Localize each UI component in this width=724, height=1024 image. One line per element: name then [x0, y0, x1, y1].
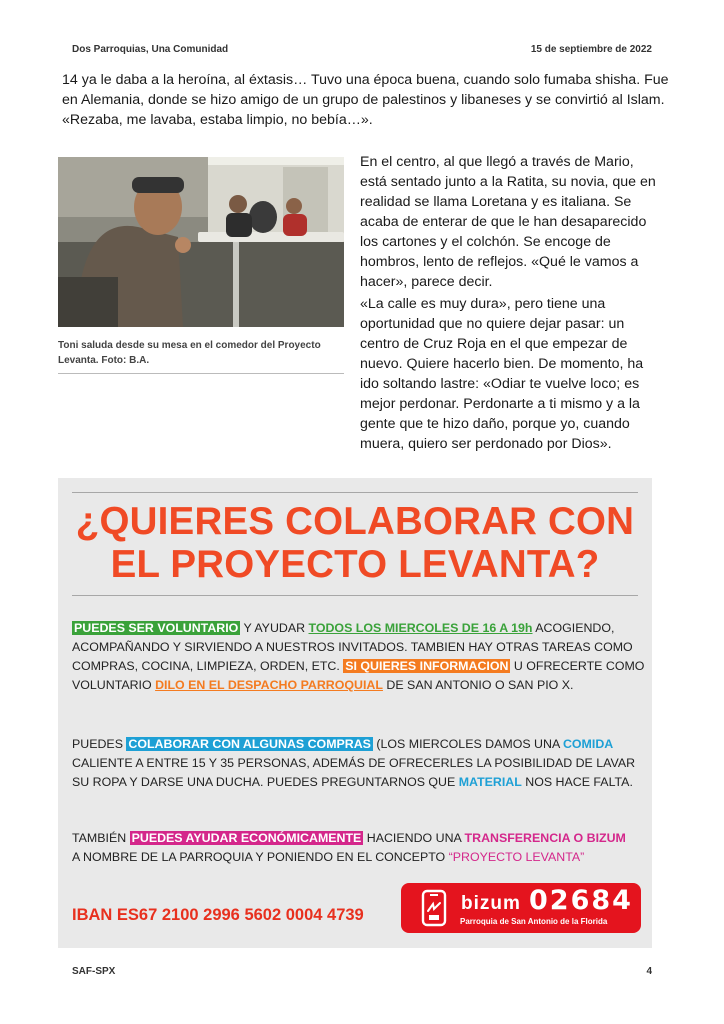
- highlight-schedule: TODOS LOS MIERCOLES DE 16 A 19h: [308, 621, 533, 635]
- article-paragraph-2: «La calle es muy dura», pero tiene una oportunidad que no quiere dejar pasar: un centro de Cruz Roja en el que empezar de nuevo. Quiere hacerlo bien. De momento, ha ido soltando lastre: «Odiar te vuelve loco; es mejor perdonar. Perdonarte a ti mismo y a la gente que te hizo daño, porque yo, cuando muera, quiero ser perdonado por Dios».: [360, 296, 644, 452]
- highlight-transfer-bizum: TRANSFERENCIA O BIZUM: [464, 831, 626, 845]
- header-date: 15 de septiembre de 2022: [530, 44, 652, 55]
- bizum-code: 02684: [529, 885, 633, 916]
- iban-number: IBAN ES67 2100 2996 5602 0004 4739: [72, 906, 364, 924]
- highlight-material: MATERIAL: [458, 775, 522, 789]
- highlight-information: SI QUIERES INFORMACION: [345, 659, 509, 673]
- volunteer-paragraph: [72, 619, 646, 695]
- bizum-brand: bizum: [461, 893, 521, 914]
- text-segment: DE SAN ANTONIO O SAN PIO X.: [382, 678, 574, 692]
- text-segment: (LOS MIERCOLES DAMOS UNA: [372, 737, 563, 751]
- text-segment: Y AYUDAR: [240, 621, 309, 635]
- text-segment: HACIENDO UNA: [363, 831, 465, 845]
- panel-headline-line-1: ¿QUIERES COLABORAR CON: [75, 500, 635, 543]
- article-intro-paragraph: 14 ya le daba a la heroína, al éxtasis… Tuvo una época buena, cuando solo fumaba shisha. Fue en Alemania, donde se hizo amigo de un grupo de palestinos y libaneses y se convirtió al Islam. «Rezaba, me lavaba, estaba limpio, no bebía…».: [62, 72, 669, 128]
- highlight-parish-office: DILO EN EL DESPACHO PARROQUIAL: [155, 678, 383, 692]
- bizum-subtitle: Parroquia de San Antonio de la Florida: [460, 917, 608, 926]
- panel-top-rule: [72, 492, 638, 493]
- text-segment: CALIENTE A ENTRE 15 Y 35 PERSONAS, ADEMÁS DE OFRECERLES LA POSIBILIDAD DE LAVAR SU ROPA Y DARSE UNA DUCHA. PUEDES PREGUNTARNOS QUE: [72, 756, 636, 789]
- photo-caption: Toni saluda desde su mesa en el comedor del Proyecto Levanta. Foto: B.A.: [58, 340, 321, 366]
- text-segment: ACOGIENDO, ACOMPAÑANDO Y SIRVIENDO A NUESTROS INVITADOS. TAMBIEN HAY OTRAS TAREAS COMO COMPRAS, COCINA, LIMPIEZA, ORDEN, ETC.: [72, 621, 633, 673]
- text-segment: TAMBIÉN: [72, 831, 130, 845]
- highlight-concept: “PROYECTO LEVANTA”: [448, 850, 585, 864]
- shopping-paragraph: [72, 735, 646, 792]
- highlight-volunteer: PUEDES SER VOLUNTARIO: [74, 621, 239, 635]
- article-paragraph-1: En el centro, al que llegó a través de Mario, está sentado junto a la Ratita, su novia, que en realidad se llama Loretana y es italiana. Se acaba de enterar de que le han desaparecido los cartones y el colchón. Se encoge de hombros, lento de reflejos. «Qué le vamos a hacer», parece decir.: [360, 154, 656, 290]
- panel-headline-rule: [72, 595, 638, 596]
- panel-headline-line-2: EL PROYECTO LEVANTA?: [110, 543, 600, 586]
- highlight-shopping: COLABORAR CON ALGUNAS COMPRAS: [128, 737, 371, 751]
- page-number: 4: [646, 966, 652, 977]
- header-publication-title: Dos Parroquias, Una Comunidad: [72, 44, 229, 55]
- bizum-phone-icon: [421, 889, 447, 927]
- panel-headline: [60, 500, 650, 586]
- bizum-badge: [401, 883, 641, 933]
- donation-paragraph: [72, 829, 632, 867]
- caption-divider: [58, 373, 344, 374]
- highlight-donate: PUEDES AYUDAR ECONÓMICAMENTE: [131, 831, 362, 845]
- text-segment: A NOMBRE DE LA PARROQUIA Y PONIENDO EN EL CONCEPTO: [72, 850, 449, 864]
- highlight-meal: COMIDA: [562, 737, 614, 751]
- footer-code: SAF-SPX: [72, 966, 116, 977]
- text-segment: PUEDES: [72, 737, 127, 751]
- dining-room-photo-illustration: [58, 157, 344, 327]
- text-segment: U OFRECERTE COMO VOLUNTARIO: [72, 659, 645, 692]
- text-segment: NOS HACE FALTA.: [521, 775, 633, 789]
- article-photo: [58, 157, 344, 327]
